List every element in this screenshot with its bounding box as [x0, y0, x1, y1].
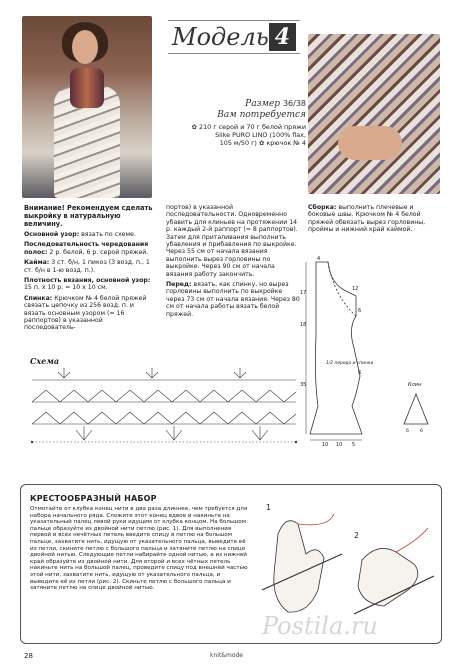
- detail-photo: [308, 34, 440, 194]
- yarn-strand: [396, 528, 428, 552]
- instructions-column-2: [166, 204, 300, 321]
- instructions-column-1: [24, 204, 156, 335]
- instruction-item: Спинка: Крючком № 4 белой пряжей связать цепочку из 256 возд. п. и вязать основным узором (= 16 раппортов) в указанной последователь-: [24, 294, 147, 332]
- model-title: [168, 20, 300, 54]
- crochet-chart: [24, 362, 307, 452]
- center-note: 1/2 переда и спинки: [326, 361, 374, 366]
- scheme-label: Схема: [30, 356, 60, 366]
- flower-icon: ✿: [191, 123, 197, 131]
- page-number: 28: [24, 652, 33, 660]
- chart-dot: [31, 441, 33, 443]
- klin-dim: 6: [406, 429, 409, 434]
- yarn-strand: [298, 514, 334, 525]
- yarn-line-1: ✿ 210 г серой и 70 г белой пряжи: [191, 123, 306, 131]
- klin-label: Клин: [408, 382, 422, 388]
- box-title: КРЕСТООБРАЗНЫЙ НАБОР: [30, 494, 157, 503]
- chart-dot: [295, 441, 297, 443]
- instructions-column-3: [308, 204, 442, 237]
- dim-label: 5: [352, 442, 356, 448]
- chart-zigzag: [32, 390, 296, 402]
- size-block: [160, 98, 306, 147]
- dim-label: 6: [358, 308, 362, 314]
- watermark: Postila.ru: [262, 612, 378, 640]
- dim-label: 4: [317, 256, 321, 262]
- model-word: Модель: [172, 23, 269, 51]
- figure-number: 1: [266, 503, 272, 512]
- footer-brand: knit&mode: [210, 652, 243, 659]
- instruction-item: Последовательность чередования полос: 2 р. белой, 6 р. серой пряжей.: [24, 241, 149, 256]
- yarn-line-3: 105 м/50 г) ✿ крючок № 4: [219, 139, 306, 147]
- back-continuation: портов) в указанной последовательности. Одновременно убавить для клиньев на протяжении 14 р. каждый 2-й раппорт (= 8 раппортов). Затем для приталивания выполнить убавления и прибавления по выкройке. Через 55 см от начала вязания выполнить вырез горловины по выкройке. Через 90 см от начала вязания работу закончить.: [166, 204, 298, 278]
- scarf-shape: [70, 68, 104, 108]
- chart-zigzag: [32, 412, 296, 424]
- pattern-schematic: [300, 256, 450, 448]
- model-photo: [22, 16, 152, 198]
- decrease-marks: [58, 368, 246, 378]
- box-text: Отмотайте от клубка конец нити в два раза длиннее, чем требуется для набора начального ряда. Сложите этот конец вдвое и накиньте на указательный палец левой руки идущим от клубка концом. На большом пальце образуйте из двойной нити петлю (рис. 1). Для выполнения первой и всех нечётных петель введите спицу в петлю на большом пальце, захватите нить, идущую от указательного пальца, выведите её из петли, скините петлю с большого пальца и затяните петлю на спице двойной нитью. Следующие петли набирайте одной нитью, а из нижней край образуйте из двойной нити. Для второй и всех чётных петель накиньте нить на большой палец, проведите спицу под внешней частью этой нити, захватите нить, идущую от указательного пальца, и выведите её из петли (рис. 2). Скиньте петлю с большого пальца и затяните петлю на спице двойной нитью.: [30, 506, 248, 592]
- klin-triangle: [404, 394, 428, 424]
- face-shape: [72, 30, 98, 64]
- size-value: 36/38: [282, 99, 306, 108]
- dim-label: 10: [322, 442, 329, 448]
- size-line: [160, 98, 306, 110]
- dim-label: 18: [300, 322, 307, 328]
- hand-shape: [338, 126, 402, 160]
- dim-label: 6: [358, 370, 362, 376]
- size-label: Размер: [245, 99, 281, 109]
- figure-number: 2: [354, 531, 360, 540]
- dim-label: 35: [300, 382, 307, 388]
- yarn-list: [160, 123, 306, 147]
- left-hand-shape: [274, 521, 324, 612]
- model-number: 4: [269, 23, 296, 51]
- instruction-item: Кайма: 3 ст. б/н, 1 пикоз (3 возд. п., 1 ст. б/н в 1-ю возд. п.).: [24, 259, 150, 274]
- dim-label: 12: [352, 286, 359, 292]
- instruction-item: Основной узор: вязать по схеме.: [24, 231, 136, 238]
- instruction-item: Плотность вязания, основной узор: 15 п. х 10 р. = 10 х 10 см.: [24, 277, 151, 292]
- flower-icon: ✿: [258, 139, 265, 147]
- warning-text: Внимание! Рекомендуем сделать выкройку в натуральную величину.: [24, 204, 153, 228]
- dim-label: 10: [336, 442, 343, 448]
- decrease-marks: [76, 426, 268, 440]
- dim-label: 17: [300, 290, 307, 296]
- needed-label: Вам потребуется: [217, 110, 306, 120]
- klin-dim: 6: [420, 429, 423, 434]
- assembly-instruction: Сборка: выполнить плечевые и боковые швы. Крючком № 4 белой пряжей обвязать вырез горловины, проймы и нижний край каймой.: [308, 204, 426, 234]
- yarn-line-2: Silke PURO LINO (100% flax,: [215, 131, 306, 139]
- front-instruction: Перед: вязать, как спинку, но вырез горловины выполнить по выкройке через 73 см от начала вязания. Через 80 см от начала работы вязать белой пряжей.: [166, 281, 300, 318]
